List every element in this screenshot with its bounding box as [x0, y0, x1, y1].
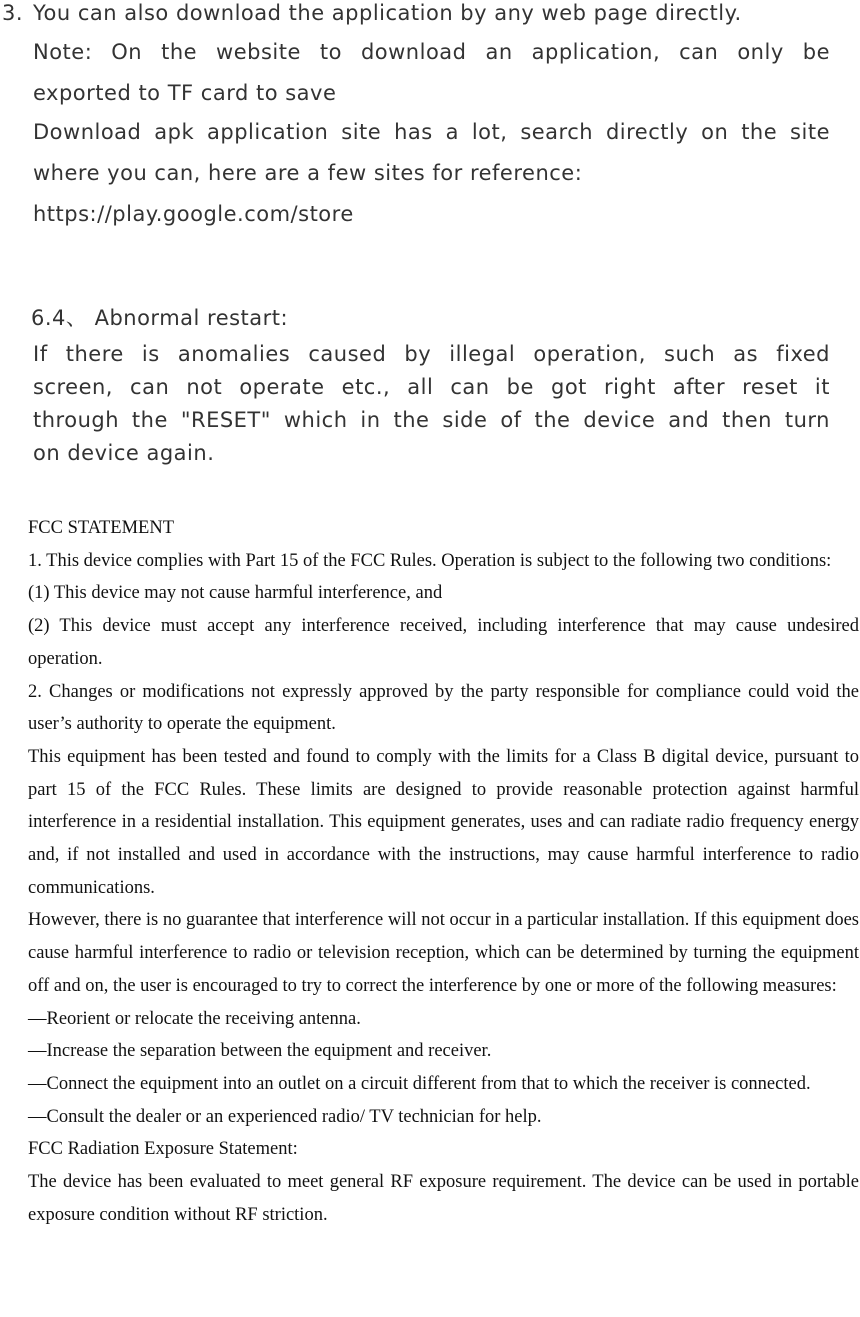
section-3-line-5: where you can, here are a few sites for reference:	[33, 161, 583, 185]
section-3-line-1: You can also download the application by any web page directly.	[33, 1, 742, 25]
fcc-paragraph-1: 1. This device complies with Part 15 of the FCC Rules. Operation is subject to the following two conditions:	[28, 550, 832, 571]
fcc-measure-1: —Reorient or relocate the receiving antenna.	[28, 1008, 361, 1029]
section-3-url: https://play.google.com/store	[33, 202, 354, 226]
fcc-title: FCC STATEMENT	[28, 518, 175, 538]
section-6-4-line-1: If there is anomalies caused by illegal operation, such as fixed	[33, 342, 830, 366]
section-6-4-line-2: screen, can not operate etc., all can be got right after reset it	[33, 375, 830, 399]
section-3-line-4: Download apk application site has a lot, search directly on the site	[33, 120, 830, 144]
fcc-statement	[28, 512, 859, 1231]
fcc-paragraph-3: This equipment has been tested and found to comply with the limits for a Class B digital device, pursuant to part 15 of the FCC Rules. These limits are designed to provide reasonable protection against harmful interference in a residential installation. This equipment generates, uses and can radiate radio frequency energy and, if not installed and used in accordance with the instructions, may cause harmful interference to radio communications.	[28, 746, 859, 898]
fcc-radiation-text: The device has been evaluated to meet general RF exposure requirement. The device can be used in portable exposure condition without RF striction.	[28, 1172, 859, 1225]
fcc-condition-1: (1) This device may not cause harmful interference, and	[28, 583, 443, 604]
fcc-paragraph-4: However, there is no guarantee that interference will not occur in a particular installation. If this equipment does cause harmful interference to radio or television reception, which can be determined by turning the equipment off and on, the user is encouraged to try to correct the interference by one or more of the following measures:	[28, 910, 859, 996]
section-3-line-3: exported to TF card to save	[33, 81, 337, 105]
fcc-measure-2: —Increase the separation between the equipment and receiver.	[28, 1041, 492, 1062]
section-3-number: 3.	[2, 1, 24, 25]
fcc-measure-4: —Consult the dealer or an experienced radio/ TV technician for help.	[28, 1106, 542, 1127]
fcc-paragraph-2: 2. Changes or modifications not expressly approved by the party responsible for compliance could void the user’s authority to operate the equipment.	[28, 681, 859, 735]
fcc-condition-2: (2) This device must accept any interference received, including interference that may cause undesired operation.	[28, 616, 859, 669]
fcc-measure-3: —Connect the equipment into an outlet on a circuit different from that to which the receiver is connected.	[28, 1073, 811, 1094]
fcc-radiation-title: FCC Radiation Exposure Statement:	[28, 1139, 298, 1160]
section-6-4-line-3: through the "RESET" which in the side of the device and then turn	[33, 408, 830, 432]
section-3-line-2: Note: On the website to download an application, can only be	[33, 40, 830, 64]
section-6-4-line-4: on device again.	[33, 441, 215, 465]
section-6-4-heading: 6.4、 Abnormal restart:	[31, 306, 289, 330]
